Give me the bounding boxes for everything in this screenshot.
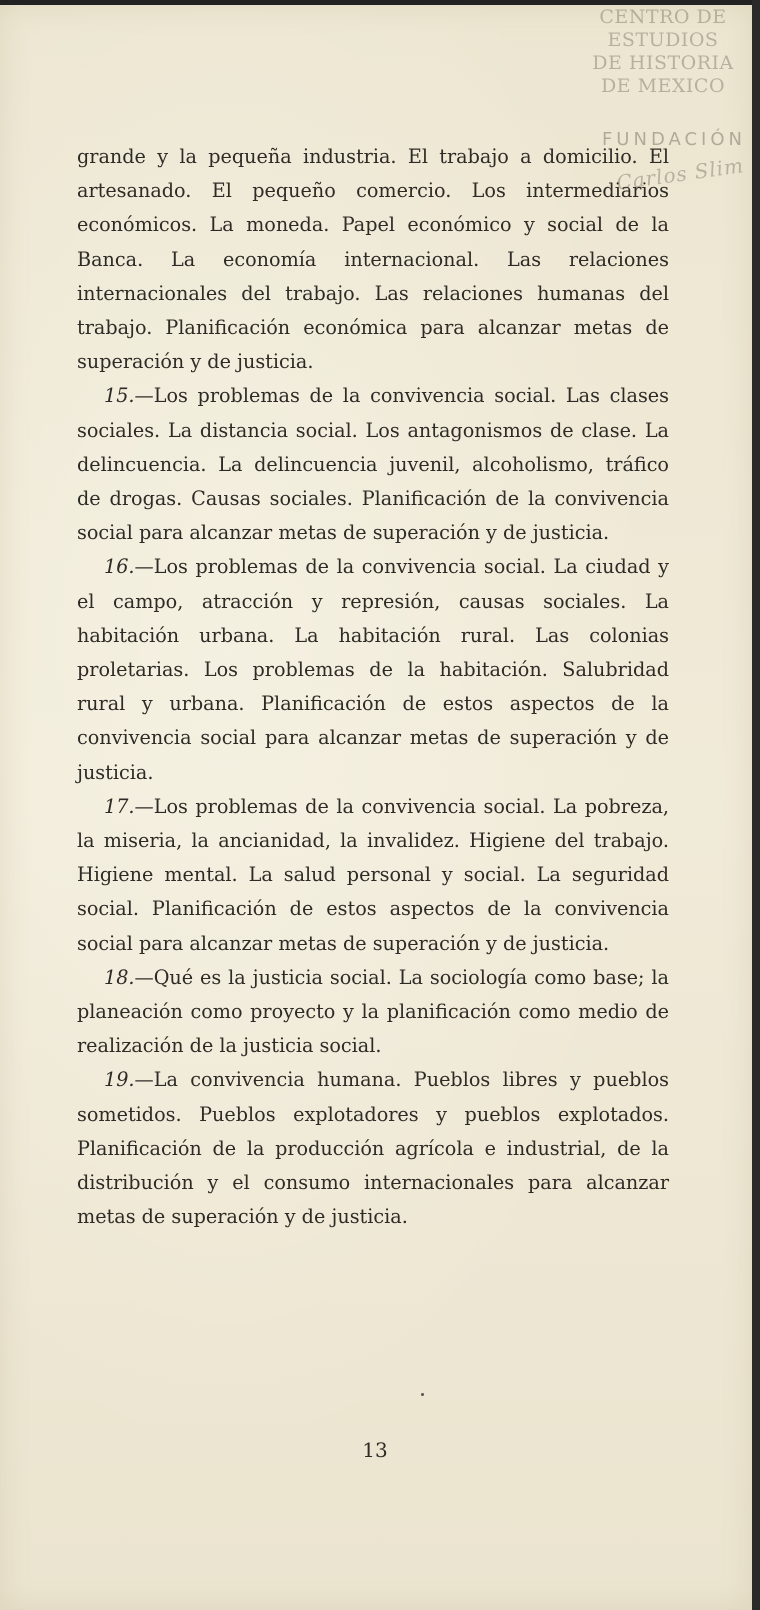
item-number: 15. xyxy=(104,384,135,408)
item-text: —Los problemas de la convivencia social. La pobreza, la miseria, la ancianidad, la invalidez. Higiene del trabajo. Higiene mental. La salud personal y social. La seguridad social. Planificación de estos aspectos de la convivencia social para alcanzar metas de superación y de justicia. xyxy=(77,794,669,955)
item-text: —Qué es la justicia social. La sociología como base; la planeación como proyecto y la planificación como medio de realización de la justicia social. xyxy=(77,965,669,1058)
item-paragraph xyxy=(77,379,669,550)
stamp-line-3: DE HISTORIA xyxy=(592,52,734,74)
scan-top-edge xyxy=(0,0,760,5)
item-number: 18. xyxy=(104,965,135,989)
item-paragraph xyxy=(77,961,669,1064)
item-text: —Los problemas de la convivencia social. La ciudad y el campo, atracción y represión, causas sociales. La habitación urbana. La habitación rural. Las colonias proletarias. Los problemas de la habitación. Salubridad rural y urbana. Planificación de estos aspectos de la convivencia social para alcanzar metas de superación y de justicia. xyxy=(77,555,669,784)
document-page xyxy=(0,4,752,1610)
archive-stamp xyxy=(588,6,738,98)
intro-paragraph: grande y la pequeña industria. El trabajo a domicilio. El artesanado. El pequeño comercio. Los intermediarios económicos. La moneda. Papel económico y social de la Banca. La economía internacional. Las relaciones internacionales del trabajo. Las relaciones humanas del trabajo. Planificación económica para alcanzar metas de superación y de justicia. xyxy=(77,145,669,374)
foundation-stamp: FUNDACIÓN xyxy=(601,129,746,150)
stamp-line-4: DE MEXICO xyxy=(600,75,726,97)
item-number: 16. xyxy=(104,555,135,579)
scan-right-edge xyxy=(752,0,760,1610)
signature-stamp: Carlos Slim xyxy=(614,153,746,195)
item-paragraph xyxy=(77,1063,669,1234)
stamp-line-1: CENTRO DE xyxy=(599,6,727,28)
page-number: 13 xyxy=(362,1438,388,1462)
item-paragraph xyxy=(77,550,669,789)
item-paragraph xyxy=(77,790,669,961)
item-number: 17. xyxy=(104,794,135,818)
item-text: —La convivencia humana. Pueblos libres y pueblos sometidos. Pueblos explotadores y pueblos explotados. Planificación de la producción agrícola e industrial, de la distribución y el consumo internacionales para alcanzar metas de superación y de justicia. xyxy=(77,1068,669,1229)
ink-speck xyxy=(421,1393,424,1396)
item-text: —Los problemas de la convivencia social. Las clases sociales. La distancia social. Los antagonismos de clase. La delincuencia. La delincuencia juvenil, alcoholismo, tráfico de drogas. Causas sociales. Planificación de la convivencia social para alcanzar metas de superación y de justicia. xyxy=(77,384,669,545)
stamp-line-2: ESTUDIOS xyxy=(607,29,719,51)
body-text xyxy=(77,140,669,1235)
item-number: 19. xyxy=(104,1068,135,1092)
